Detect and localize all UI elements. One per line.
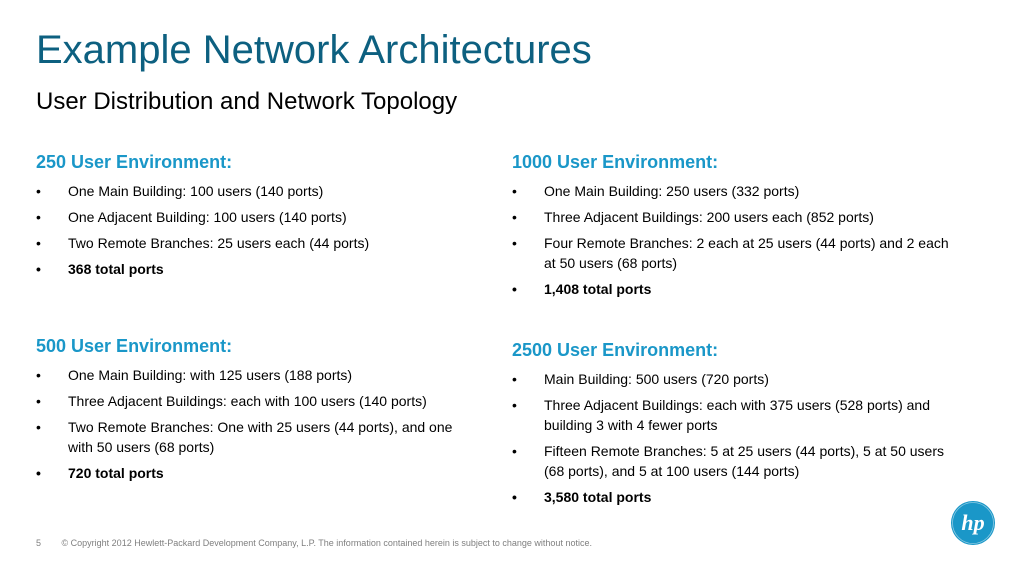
list-item-text: 368 total ports xyxy=(68,261,164,277)
list-item xyxy=(512,207,962,227)
list-item xyxy=(512,181,962,201)
page-subtitle: User Distribution and Network Topology xyxy=(36,88,458,115)
bullet-icon: • xyxy=(36,367,41,383)
list-item-text: Two Remote Branches: 25 users each (44 ports) xyxy=(68,235,370,251)
section-2500-users xyxy=(512,340,962,513)
list-item-text: 720 total ports xyxy=(68,465,164,481)
list-item-text: Fifteen Remote Branches: 5 at 25 users (44 ports), 5 at 50 users (68 ports), and 5 at 100 users (144 ports) xyxy=(544,443,944,479)
list-item xyxy=(512,369,962,389)
bullet-icon: • xyxy=(512,371,517,387)
bullet-icon: • xyxy=(512,183,517,199)
list-item-text: One Main Building: with 125 users (188 ports) xyxy=(68,367,353,383)
list-item-text: Three Adjacent Buildings: each with 100 users (140 ports) xyxy=(68,393,427,409)
bullet-icon: • xyxy=(36,209,41,225)
list-item-text: Four Remote Branches: 2 each at 25 users (44 ports) and 2 each at 50 users (68 ports) xyxy=(544,235,949,271)
list-item-text: Three Adjacent Buildings: each with 375 users (528 ports) and building 3 with 4 fewer ports xyxy=(544,397,931,433)
bullet-icon: • xyxy=(36,183,41,199)
bullet-icon: • xyxy=(512,397,517,413)
list-item-total xyxy=(36,463,476,483)
hp-logo-icon xyxy=(950,500,996,546)
list-item-text: Two Remote Branches: One with 25 users (44 ports), and one with 50 users (68 ports) xyxy=(68,419,453,455)
list-item-text: One Main Building: 100 users (140 ports) xyxy=(68,183,324,199)
copyright-notice: © Copyright 2012 Hewlett-Packard Development Company, L.P. The information contained herein is subject to change without notice. xyxy=(61,538,592,548)
list-item xyxy=(512,395,962,435)
list-item-text: One Main Building: 250 users (332 ports) xyxy=(544,183,800,199)
list-item-total xyxy=(36,259,476,279)
list-item-text: 1,408 total ports xyxy=(544,281,652,297)
section-500-users xyxy=(36,336,476,489)
footer xyxy=(36,538,592,548)
bullet-icon: • xyxy=(512,489,517,505)
bullet-list xyxy=(36,365,476,483)
list-item xyxy=(36,233,476,253)
list-item-text: One Adjacent Building: 100 users (140 ports) xyxy=(68,209,347,225)
bullet-icon: • xyxy=(512,443,517,459)
bullet-icon: • xyxy=(36,235,41,251)
bullet-list xyxy=(512,181,962,299)
list-item xyxy=(36,365,476,385)
list-item-total xyxy=(512,487,962,507)
section-250-users xyxy=(36,152,476,285)
list-item-total xyxy=(512,279,962,299)
bullet-list xyxy=(512,369,962,507)
list-item xyxy=(512,233,962,273)
bullet-icon: • xyxy=(36,393,41,409)
page-number: 5 xyxy=(36,538,42,548)
bullet-icon: • xyxy=(512,281,517,297)
bullet-icon: • xyxy=(512,235,517,251)
bullet-list xyxy=(36,181,476,279)
section-heading: 1000 User Environment: xyxy=(512,152,719,172)
section-heading: 500 User Environment: xyxy=(36,336,233,356)
list-item xyxy=(36,391,476,411)
list-item xyxy=(512,441,962,481)
bullet-icon: • xyxy=(36,465,41,481)
section-heading: 250 User Environment: xyxy=(36,152,233,172)
list-item-text: Main Building: 500 users (720 ports) xyxy=(544,371,769,387)
list-item-text: Three Adjacent Buildings: 200 users each (852 ports) xyxy=(544,209,874,225)
hp-logo-text: hp xyxy=(961,510,985,535)
page-title: Example Network Architectures xyxy=(36,28,592,72)
list-item xyxy=(36,207,476,227)
bullet-icon: • xyxy=(36,261,41,277)
list-item xyxy=(36,417,476,457)
section-1000-users xyxy=(512,152,962,305)
list-item xyxy=(36,181,476,201)
list-item-text: 3,580 total ports xyxy=(544,489,652,505)
bullet-icon: • xyxy=(36,419,41,435)
section-heading: 2500 User Environment: xyxy=(512,340,719,360)
bullet-icon: • xyxy=(512,209,517,225)
